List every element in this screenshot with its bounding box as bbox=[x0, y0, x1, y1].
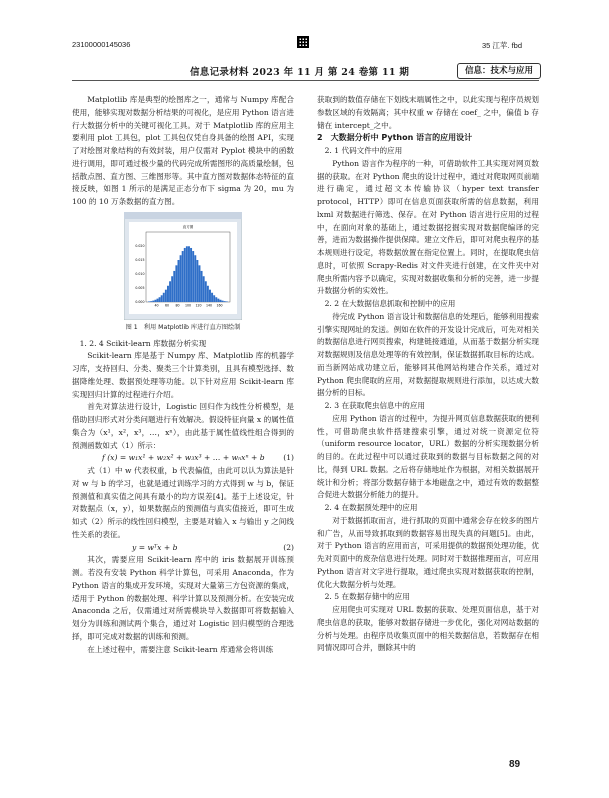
histogram-bar bbox=[203, 276, 205, 302]
x-tick-label: 80 bbox=[175, 303, 180, 308]
paragraph: 其次，需要应用 Scikit-learn 库中的 iris 数据展开训练预测。若没有安装 Python 科学计算包，可采用 Anaconda，作为 Python 语言的集成开发环境，实现对大量第三方包资源的集成，适用于 Python 的数据处理、科学计算以及预测分析。在安装完成 Anaconda 之后，仅需通过对所需模块导入数据即可将数据输入划分为训练和测试两个集合，通过对 Logistic 回归模型的合理选择，即可完成对数据的训练和预测。 bbox=[72, 555, 294, 641]
histogram-bar bbox=[217, 298, 219, 301]
y-tick-label: 0.020 bbox=[135, 243, 145, 248]
histogram-bar bbox=[180, 255, 182, 302]
equation-1-body: f (x) = w₁x¹ + w₂x² + w₃x³ + … + wₙxⁿ + b bbox=[102, 453, 265, 463]
chart-title: 直方图 bbox=[182, 224, 194, 229]
histogram-bar bbox=[148, 301, 150, 302]
equation-2 bbox=[72, 542, 294, 555]
histogram-bar bbox=[150, 301, 152, 302]
histogram-bar bbox=[215, 297, 217, 302]
x-tick-label: 40 bbox=[154, 303, 159, 308]
histogram-bar bbox=[188, 246, 190, 302]
y-tick-label: 0.010 bbox=[135, 271, 145, 276]
histogram-bar bbox=[209, 289, 211, 301]
window-titlebar bbox=[124, 212, 242, 219]
equation-2-body: y = wᵀx + b bbox=[132, 542, 178, 552]
paragraph: 应用爬虫可实现对 URL 数据的获取、处理页面信息，基于对爬虫信息的获取，能够对数据存储进一步优化，强化对网站数据的分析与处理。由程序员收集页面中的相关数据信息，若数据存在相同情况即可合并，删除其中的 bbox=[317, 605, 539, 653]
paragraph: Python 语言作为程序的一种，可借助软件工具实现对网页数据的获取。在对 Python 爬虫的设计过程中，通过对爬取网页前端进行确定，通过超文本传输协议（hyper text transfer protocol，HTTP）即可在信息页面获取所需的信息数据，利用 lxml 对数据进行筛选、保存。在对 Python 语言进行应用的过程中，在面向对象的基础上，通过数据挖掘实现对数据爬编译的完善，进而为数据操作提供保障。建立文件后，即可对爬虫程序的基本规则进行设定，将数据放置在指定位置上。同时，在提取爬虫信息时，可依照 Scrapy-Redis 对文件夹进行创建，在文件夹中对爬虫所需内容予以确定，实现对数据收集和分析的完善，进一步提升数据分析的实效性。 bbox=[317, 158, 539, 296]
histogram-bar bbox=[224, 301, 226, 302]
paragraph: 应用 Python 语言的过程中，为提升网页信息数据获取的便利性，可借助爬虫软件搭建搜索引擎，通过对统一资源定位符（uniform resource locator，URL）数据的分析实现数据分析的目的。在此过程中可以通过获取到的数据与目标数据之间的对比，得到 URL 数据。之后将存储地址作为根据，对相关数据展开统计和分析；将部分数据存储于本地磁盘之中，通过有效的数据整合促进大数据分析能力的提升。 bbox=[317, 413, 539, 500]
paragraph: 式（1）中 w 代表权重，b 代表偏值，由此可以认为算法是针对 w 与 b 的学习，也就是通过训练学习的方式得到 w 与 b，保证预测值和真实值之间具有最小的均方误差[4]。基于上述设定，针对数据点（x，y），如果数据点的预测值与真实值接近，即可生成如式（2）所示的线性回归模型，主要是对输入 x 与输出 y 之间线性关系的表征。 bbox=[72, 466, 294, 539]
article-code: 23100000145036 bbox=[72, 40, 131, 49]
histogram-bar bbox=[199, 265, 201, 302]
equation-1-number: (1) bbox=[283, 453, 294, 463]
histogram-bar bbox=[167, 286, 169, 302]
y-tick-label: 0.015 bbox=[135, 257, 145, 262]
histogram-bar bbox=[152, 300, 154, 301]
equation-1 bbox=[72, 452, 294, 465]
paragraph: 对于数据抓取而言，进行抓取的页面中通常会存在较多的图片和广告，从而导致抓取到的数据容易出现失真的问题[5]。由此，对于 Python 语言的应用而言，可采用提供的数据预处理功能，优先对页面中的废杂信息进行处理。同时对于数据推理而言，可应用 Python 语言对文字进行提取，通过爬虫实现对数据获取的控制，优化大数据分析与处理。 bbox=[317, 515, 539, 589]
right-column bbox=[317, 94, 539, 655]
equation-2-number: (2) bbox=[283, 542, 294, 552]
paragraph: 首先对算法进行设计，Logistic 回归作为线性分析模型，是借助回归形式对分类问题进行有效解决。假设特征向量 x 的属性值集合为（x¹，x²，x³，…，xⁿ），由此基于属性值线性组合得到的预测函数如式（1）所示： bbox=[72, 402, 294, 450]
histogram-bar bbox=[169, 281, 171, 302]
histogram-bar bbox=[201, 271, 203, 302]
section-badge: 信息：技术与应用 bbox=[457, 63, 541, 79]
histogram-bar bbox=[196, 260, 198, 302]
file-name: 35 江苹. fbd bbox=[482, 41, 523, 50]
histogram-bar bbox=[190, 248, 192, 302]
paragraph: 获取到的数值存储在下划线末端属性之中，以此实现与程序员规划参数区域的有效隔离；其中权重 w 存储在 coef_ 之中，偏值 b 存储在 intercept_之中。 bbox=[317, 95, 539, 130]
histogram-bar bbox=[178, 260, 180, 302]
histogram-bar bbox=[207, 286, 209, 302]
histogram-bar bbox=[173, 271, 175, 302]
histogram-bar bbox=[165, 289, 167, 301]
section-heading-2: 2 大数据分析中 Python 语言的应用设计 bbox=[317, 133, 473, 143]
header-divider bbox=[72, 80, 539, 81]
histogram-bar bbox=[159, 297, 161, 302]
x-tick-label: 100 bbox=[184, 303, 192, 308]
page-number: 89 bbox=[509, 759, 521, 770]
section-heading-2-3: 2. 3 在获取爬虫信息中的应用 bbox=[324, 401, 426, 410]
histogram-bar bbox=[226, 301, 228, 302]
x-tick-label: 160 bbox=[216, 303, 223, 308]
section-heading-2-5: 2. 5 在数据存储中的应用 bbox=[324, 592, 410, 602]
section-heading-1-2-4: 1. 2. 4 Scikit-learn 库数据分析实现 bbox=[79, 338, 207, 348]
histogram-bar bbox=[192, 251, 194, 302]
histogram-bar bbox=[205, 281, 207, 302]
qr-code-icon bbox=[297, 36, 309, 48]
histogram-bar bbox=[171, 276, 173, 302]
section-heading-2-2: 2. 2 在大数据信息抓取和控制中的应用 bbox=[324, 299, 456, 308]
x-tick-label: 140 bbox=[205, 303, 213, 308]
section-heading-2-1: 2. 1 代码文件中的应用 bbox=[324, 146, 403, 155]
y-tick-label: 0.000 bbox=[135, 299, 145, 304]
paragraph: 待完成 Python 语言设计和数据信息的处理后，能够利用搜索引擎实现网址的发送。例如在软件的开发设计完成后，可先对相关的数据信息进行网页搜索，构建链接通道，从而基于数据分析实现对数据规则及信息处理等的有效控制，保证数据抓取目标的达成。而当新网站成功建立后，能够同其他网站构建合作关系，通过对 Python 爬虫爬取的应用，对数据提取规则进行添加，以达成大数据分析的目标。 bbox=[317, 311, 539, 398]
x-tick-label: 60 bbox=[164, 303, 170, 308]
histogram-bar bbox=[163, 293, 165, 302]
histogram-bar bbox=[175, 265, 177, 302]
y-tick-label: 0.005 bbox=[135, 285, 145, 290]
paragraph: 在上述过程中，需要注意 Scikit-learn 库通常会将训练 bbox=[87, 644, 274, 654]
histogram-chart bbox=[124, 212, 242, 320]
paragraph: Scikit-learn 库是基于 Numpy 库、Matplotlib 库的机器学习库，支持回归、分类、聚类三个计算类别，且具有模型选择、数据降维处理、数据预处理等功能。以下针对应用 Scikit-learn 库实现回归计算的过程进行介绍。 bbox=[72, 351, 294, 399]
journal-title: 信息记录材料 2023 年 11 月 第 24 卷第 11 期 bbox=[190, 67, 410, 78]
histogram-bar bbox=[213, 295, 215, 302]
histogram-bar bbox=[157, 298, 159, 301]
histogram-bar bbox=[194, 255, 196, 302]
histogram-bar bbox=[161, 295, 163, 302]
histogram-bar bbox=[186, 246, 188, 302]
histogram-bar bbox=[211, 293, 213, 302]
histogram-bar bbox=[184, 248, 186, 302]
histogram-bar bbox=[182, 251, 184, 302]
histogram-bar bbox=[220, 300, 222, 302]
histogram-figure bbox=[124, 212, 242, 320]
left-column bbox=[72, 94, 294, 656]
histogram-bar bbox=[222, 300, 224, 301]
histogram-bar bbox=[154, 300, 156, 302]
paragraph: Matplotlib 库是典型的绘图库之一，通常与 Numpy 库配合使用，能够实现对数据分析结果的可视化，是应用 Python 语言进行大数据分析中的关键可视化工具。对于 Matplotlib 库的应用主要利用 plot 工具包，plot 工具包仅凭自身具备的绘图 API，实现了对绘图对象结构的有效封装，用户仅需对 Pyplot 模块中的函数进行调用，即可通过极少量的代码完成所需图形的高质量绘制，包括散点图、直方图、三维图形等。其中直方图对数据体态特征的直接反映，如图 1 所示的是满足正态分布下 sigma 为 20，mu 为 100 的 10 万条数据的直方图。 bbox=[72, 95, 294, 206]
figure-caption: 图 1 利用 Matplotlib 库进行直方图绘制 bbox=[125, 323, 241, 331]
x-tick-label: 120 bbox=[195, 303, 202, 308]
section-heading-2-4: 2. 4 在数据预处理中的应用 bbox=[324, 503, 418, 512]
